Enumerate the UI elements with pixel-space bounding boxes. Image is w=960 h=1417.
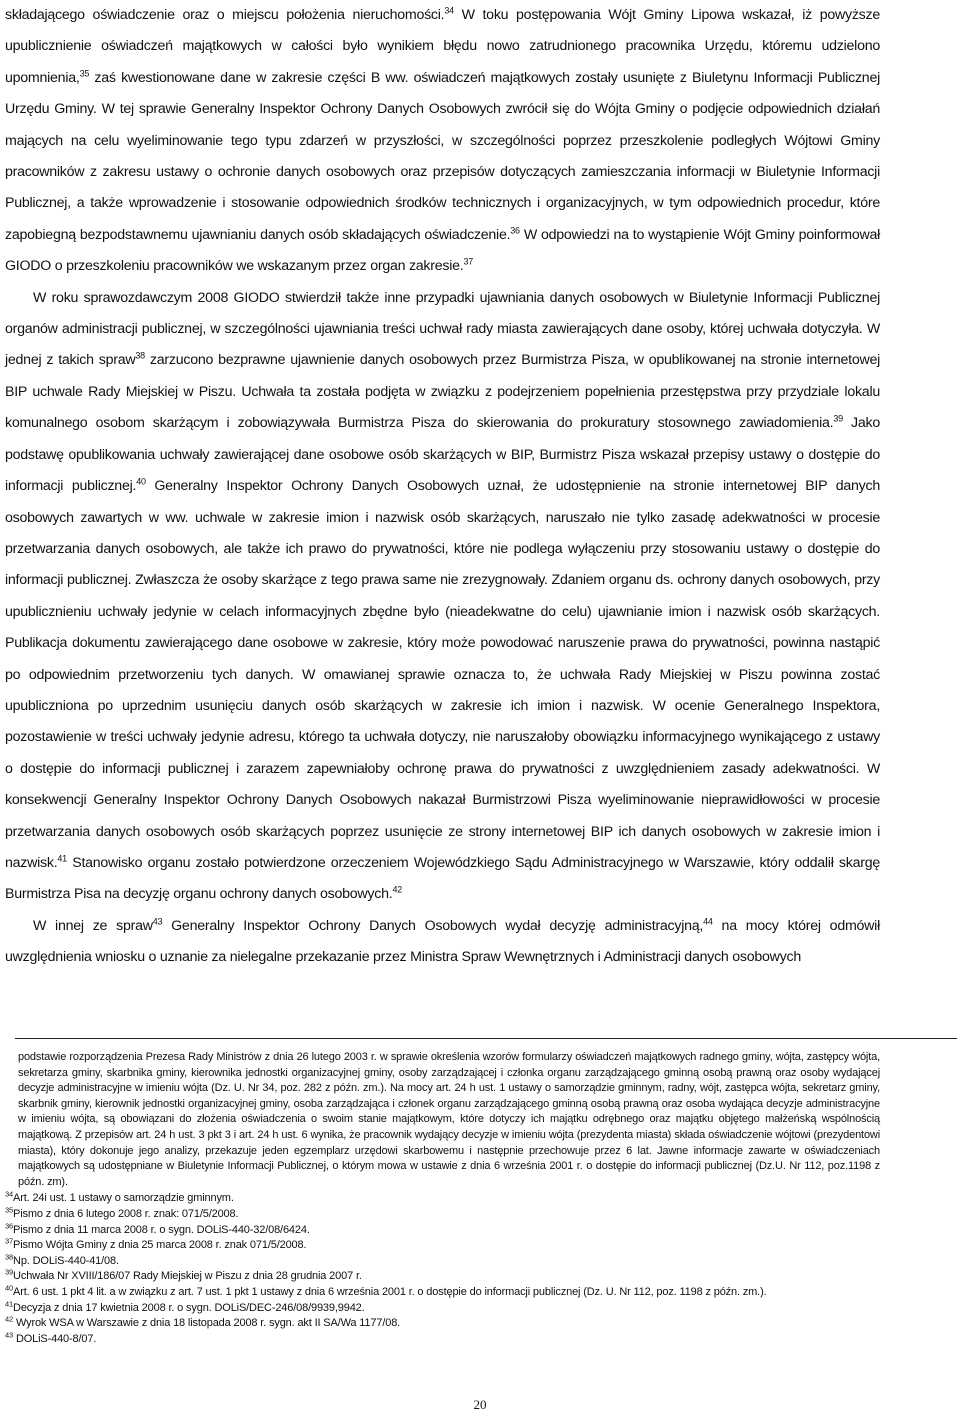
- footnote-text: Pismo Wójta Gminy z dnia 25 marca 2008 r. znak 071/5/2008.: [13, 1239, 307, 1252]
- footnote-item: [5, 1269, 880, 1285]
- footnote-list: [5, 1191, 880, 1347]
- footnote-number: 34: [5, 1189, 14, 1199]
- page-number: 20: [473, 1397, 487, 1412]
- footnote-number: 37: [5, 1236, 14, 1246]
- footnote-text: Wyrok WSA w Warszawie z dnia 18 listopada 2008 r. sygn. akt II SA/Wa 1177/08.: [13, 1317, 401, 1330]
- text-run: Stanowisko organu zostało potwierdzone orzeczeniem Wojewódzkiego Sądu Administracyjnego w Warszawie, który oddalił skargę Burmistrza Pisa na decyzję organu ochrony danych osobowych.: [5, 854, 880, 903]
- footnote-number: 43: [5, 1330, 14, 1340]
- text-run: W roku sprawozdawczym 2008 GIODO stwierdził także inne przypadki ujawniania danych osobowych w Biuletynie Informacji Publicznej organów administracji publicznej, w szczególności ujawniania treści uchwał rady miasta zawierających dane osoby, której uchwała dotyczyła. W jednej z takich spraw: [5, 289, 880, 369]
- footnote-number: 41: [5, 1298, 14, 1308]
- footnote-reference: 41: [57, 853, 67, 864]
- footnote-reference: 44: [703, 916, 713, 927]
- footnote-item: [5, 1238, 880, 1254]
- footnote-item: [5, 1254, 880, 1270]
- footnote-number: 40: [5, 1283, 14, 1293]
- footnote-reference: 40: [136, 476, 146, 487]
- footnotes: [5, 1050, 880, 1347]
- footnote-reference: 37: [463, 256, 473, 267]
- footnote-continuation: podstawie rozporządzenia Prezesa Rady Ministrów z dnia 26 lutego 2003 r. w sprawie określenia wzorów formularzy oświadczeń majątkowych radnego gminy, wójta, zastępcy wójta, sekretarza gminy, skarbnika gminy, kierownika jednostki organizacyjnej gminy, osoby zarządzającej i członka organu zarządzającego gminną osobą prawną oraz osoby wydającej decyzje administracyjne w imieniu wójta (Dz. U. Nr 34, poz. 282 z późn. zm.). Na mocy art. 24 h ust. 1 ustawy o samorządzie gminnym, radny, wójt, zastępca wójta, sekretarz gminy, skarbnik gminy, kierownik jednostki organizacyjnej gminy, osoba zarządzająca i członek organu zarządzającego gminną osobą prawną oraz osoba wydająca decyzje administracyjne w imieniu wójta, są obowiązani do złożenia oświadczenia o swoim stanie majątkowym, które dotyczy ich majątku odrębnego oraz majątku objętego małżeńską wspólnością majątkową. Z przepisów art. 24 h ust. 3 pkt 3 i art. 24 h ust. 6 wynika, że pracownik wydający decyzje w imieniu wójta (prezydenta miasta) składa oświadczenie wójtowi (prezydentowi miasta), który dokonuje jego analizy, przekazuje jeden egzemplarz urzędowi skarbowemu i następnie przechowuje przez 6 lat. Jawne informacje zawarte w oświadczeniach majątkowych są udostępniane w Biuletynie Informacji Publicznej, o którym mowa w ustawie z dnia 6 września 2001 r. o dostępie do informacji publicznej (Dz.U. Nr 112, poz.1198 z późn. zm).: [18, 1051, 880, 1188]
- footnote-number: 38: [5, 1252, 14, 1262]
- text-run: W odpowiedzi na to wystąpienie Wójt Gminy poinformował GIODO o przeszkoleniu pracowników we wskazanym przez organ zakresie.: [5, 226, 881, 275]
- footnote-text: DOLiS-440-8/07.: [13, 1332, 97, 1345]
- text-run: Jako podstawę opublikowania uchwały zawierającej dane osobowe osób skarżących w BIP, Burmistrz Pisza wskazał przepisy ustawy o dostępie do informacji publicznej.: [5, 415, 880, 495]
- footnote-reference: 38: [135, 350, 145, 361]
- footnote-number: 42: [5, 1314, 14, 1324]
- footnote-number: 39: [5, 1267, 14, 1277]
- footnote-reference: 34: [444, 5, 454, 16]
- footnote-text: Decyzja z dnia 17 kwietnia 2008 r. o sygn. DOLiS/DEC-246/08/9939,9942.: [13, 1301, 365, 1314]
- paragraph: [5, 0, 880, 283]
- footnote-item: [5, 1316, 880, 1332]
- footnote-text: Art. 24i ust. 1 ustawy o samorządzie gminnym.: [13, 1192, 234, 1205]
- footnote-item: [5, 1207, 880, 1223]
- footnote-separator: [15, 1038, 957, 1039]
- footnote-item: [5, 1191, 880, 1207]
- footnote-text: Np. DOLiS-440-41/08.: [13, 1254, 119, 1267]
- footnote-text: Pismo z dnia 6 lutego 2008 r. znak: 071/5/2008.: [13, 1207, 239, 1220]
- text-run: na mocy której odmówił uwzględnienia wniosku o uznanie za nielegalne przekazanie przez Ministra Spraw Wewnętrznych i Administracji danych osobowych: [5, 917, 880, 966]
- main-text: [5, 0, 880, 974]
- footnote-number: 36: [5, 1220, 14, 1230]
- footnote-item: [5, 1332, 880, 1348]
- text-run: Generalny Inspektor Ochrony Danych Osobowych uznał, że udostępnienie na stronie internetowej BIP danych osobowych zawartych w ww. uchwale w zakresie imion i nazwisk osób skarżących, naruszało nie tylko zasadę adekwatności w procesie przetwarzania danych osobowych, ale także ich prawo do prywatności, które nie podlega wyłączeniu przy stosowaniu ustawy o dostępie do informacji publicznej. Zwłaszcza że osoby skarżące z tego prawa same nie zrezygnowały. Zdaniem organu ds. ochrony danych osobowych, przy upublicznieniu uchwały jedynie w celach informacyjnych zbędne było (nieadekwatne do celu) ujawnianie imion i nazwisk osób skarżących. Publikacja dokumentu zawierającego dane osobowe w zakresie, który może powodować naruszenie prawa do prywatności, powinna nastąpić po odpowiednim przetworzeniu tych danych. W omawianej sprawie oznacza to, że uchwała Rady Miejskiej w Piszu powinna zostać upubliczniona po uprzednim usunięciu danych osób skarżących w zakresie ich imion i nazwisk. W ocenie Generalnego Inspektora, pozostawienie w treści uchwały jedynie adresu, którego ta uchwała dotyczy, nie naruszałoby obowiązku informacyjnego wynikającego z ustawy o dostępie do informacji publicznej i zarazem zapewniałoby ochronę prawa do prywatności z uwzględnieniem zasady adekwatności. W konsekwencji Generalny Inspektor Ochrony Danych Osobowych nakazał Burmistrzowi Pisza wyeliminowanie nieprawidłowości w procesie przetwarzania danych osobowych osób skarżących poprzez usunięcie ze strony internetowej BIP ich danych osobowych w zakresie imion i nazwisk.: [5, 478, 880, 871]
- footnote-number: 35: [5, 1205, 14, 1215]
- text-run: zarzucono bezprawne ujawnienie danych osobowych przez Burmistrza Pisza, w opublikowanej na stronie internetowej BIP uchwale Rady Miejskiej w Piszu. Uchwała ta została podjęta w związku z podejrzeniem popełnienia przestępstwa przy przydziale lokalu komunalnego osobom skarżącym i zobowiązywała Burmistrza Pisza do skierowania do prokuratury stosownego zawiadomienia.: [5, 352, 880, 432]
- footnote-text: Pismo z dnia 11 marca 2008 r. o sygn. DOLiS-440-32/08/6424.: [13, 1223, 310, 1236]
- text-run: składającego oświadczenie oraz o miejscu położenia nieruchomości.: [5, 7, 445, 23]
- text-run: W innej ze spraw: [33, 917, 153, 934]
- footnote-reference: 39: [833, 413, 843, 424]
- footnote-item: [5, 1285, 880, 1301]
- footnote-text: Art. 6 ust. 1 pkt 4 lit. a w związku z art. 7 ust. 1 pkt 1 ustawy z dnia 6 września 2001 r. o dostępie do informacji publicznej (Dz. U. Nr 112, poz. 1198 z późn. zm.).: [13, 1285, 767, 1298]
- footnote-reference: 42: [392, 884, 402, 895]
- footnote-text: Uchwała Nr XVIII/186/07 Rady Miejskiej w Piszu z dnia 28 grudnia 2007 r.: [13, 1270, 362, 1283]
- footnote-item: [5, 1298, 880, 1317]
- text-run: W toku postępowania Wójt Gminy Lipowa wskazał, iż powyższe upublicznienie oświadczeń majątkowych w całości było wynikiem błędu nowo zatrudnionego pracownika Urzędu, któremu udzielono upomnienia,: [5, 7, 880, 86]
- paragraph: [5, 911, 880, 974]
- footnote-reference: 35: [79, 68, 90, 79]
- footnote-item: [5, 1220, 880, 1239]
- paragraph: [5, 283, 880, 911]
- footnote-reference: 43: [152, 916, 163, 927]
- text-run: zaś kwestionowane dane w zakresie części B ww. oświadczeń majątkowych zostały usunięte z Biuletynu Informacji Publicznej Urzędu Gminy. W tej sprawie Generalny Inspektor Ochrony Danych Osobowych zwrócił się do Wójta Gminy o podjęcie odpowiednich działań mających na celu wyeliminowanie tego typu zdarzeń w przyszłości, w szczególności poprzez przeszkolenie podległych Wójtowi Gminy pracowników z zakresu ustawy o ochronie danych osobowych oraz przepisów dotyczących zamieszczania informacji w Biuletynie Informacji Publicznej, a także wprowadzenie i stosowanie odpowiednich środków technicznych i organizacyjnych, w tym odpowiednich procedur, które zapobiegną bezpodstawnemu ujawnianiu danych osób składających oświadczenie.: [5, 69, 880, 243]
- text-run: Generalny Inspektor Ochrony Danych Osobowych wydał decyzję administracyjną,: [162, 917, 704, 934]
- footnote-reference: 36: [510, 225, 520, 236]
